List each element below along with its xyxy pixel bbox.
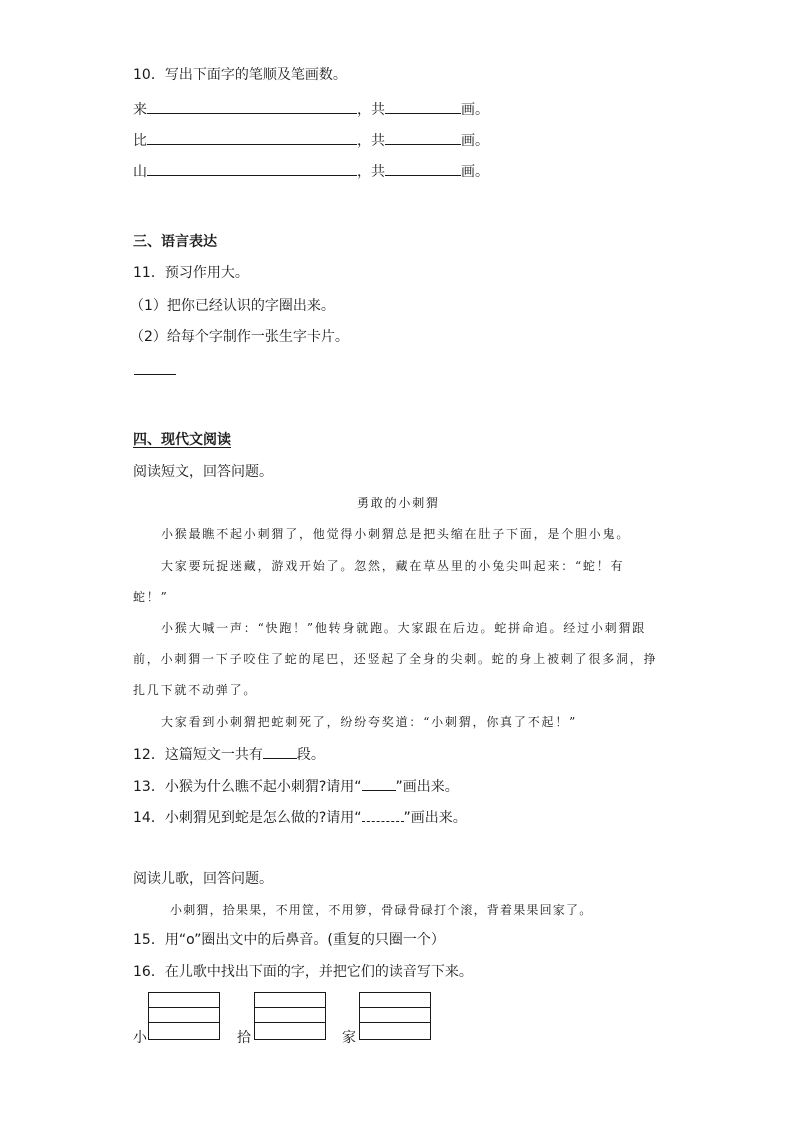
q11-prompt: 11．预习作用大。 — [133, 265, 249, 281]
grid-char-1: 小 — [133, 1030, 147, 1046]
grid-char-2: 拾 — [237, 1030, 251, 1046]
q10-row-3: 山 ，共 画。 — [133, 161, 489, 181]
answer-blank-q12[interactable] — [263, 744, 297, 759]
story-line: 大家看到小刺猬把蛇刺死了，纷纷夸奖道：“小刺猬，你真了不起！” — [161, 715, 578, 729]
story-line: 蛇！” — [133, 590, 169, 604]
underline-sample-q14 — [362, 807, 404, 822]
stroke-order-blank-2[interactable] — [147, 130, 357, 145]
answer-blank-q11[interactable] — [134, 360, 176, 375]
pinyin-grid-1[interactable] — [148, 992, 220, 1040]
q10-row-1: 来 ，共 画。 — [133, 99, 489, 119]
poem-text: 小刺猬，拾果果，不用筐，不用箩，骨碌骨碌打个滚，背着果果回家了。 — [170, 903, 593, 917]
q12: 12．这篇短文一共有 段。 — [133, 744, 325, 764]
story-title: 勇敢的小刺猬 — [357, 496, 440, 510]
reading-intro-2: 阅读儿歌，回答问题。 — [133, 871, 273, 887]
pinyin-grid-2[interactable] — [254, 992, 326, 1040]
q16: 16．在儿歌中找出下面的字，并把它们的读音写下来。 — [133, 964, 473, 980]
underline-sample-q13 — [362, 776, 396, 791]
q10-row-2: 比 ，共 画。 — [133, 130, 489, 150]
q10-char-3: 山 — [133, 164, 147, 180]
q14: 14．小刺猬见到蛇是怎么做的?请用“ ”画出来。 — [133, 807, 467, 827]
stroke-count-blank-1[interactable] — [385, 99, 461, 114]
story-line: 小猴大喊一声：“快跑！”他转身就跑。大家跟在后边。蛇拼命追。经过小刺猬跟 — [161, 621, 647, 635]
grid-char-3: 家 — [342, 1030, 356, 1046]
story-line: 前，小刺猬一下子咬住了蛇的尾巴，还竖起了全身的尖刺。蛇的身上被刺了很多洞，挣 — [133, 652, 658, 666]
section-3-title: 三、语言表达 — [133, 234, 217, 250]
q10-prompt: 10．写出下面字的笔顺及笔画数。 — [133, 67, 347, 83]
q10-char-2: 比 — [133, 133, 147, 149]
q15: 15．用“o”圈出文中的后鼻音。(重复的只圈一个） — [133, 932, 445, 948]
story-line: 扎几下就不动弹了。 — [133, 683, 258, 697]
section-4-title: 四、现代文阅读 — [133, 432, 231, 448]
stroke-order-blank-1[interactable] — [147, 99, 357, 114]
q11-sub-1: （1）把你已经认识的字圈出来。 — [130, 298, 335, 314]
stroke-count-blank-3[interactable] — [385, 161, 461, 176]
pinyin-grid-3[interactable] — [359, 992, 431, 1040]
story-line: 大家要玩捉迷藏，游戏开始了。忽然，藏在草丛里的小兔尖叫起来：“蛇！有 — [161, 559, 625, 573]
reading-intro: 阅读短文，回答问题。 — [133, 464, 273, 480]
q11-sub-2: （2）给每个字制作一张生字卡片。 — [130, 329, 349, 345]
story-line: 小猴最瞧不起小刺猬了，他觉得小刺猬总是把头缩在肚子下面，是个胆小鬼。 — [161, 527, 631, 541]
stroke-order-blank-3[interactable] — [147, 161, 357, 176]
q10-char-1: 来 — [133, 102, 147, 118]
q13: 13．小猴为什么瞧不起小刺猬?请用“ ”画出来。 — [133, 776, 459, 796]
stroke-count-blank-2[interactable] — [385, 130, 461, 145]
